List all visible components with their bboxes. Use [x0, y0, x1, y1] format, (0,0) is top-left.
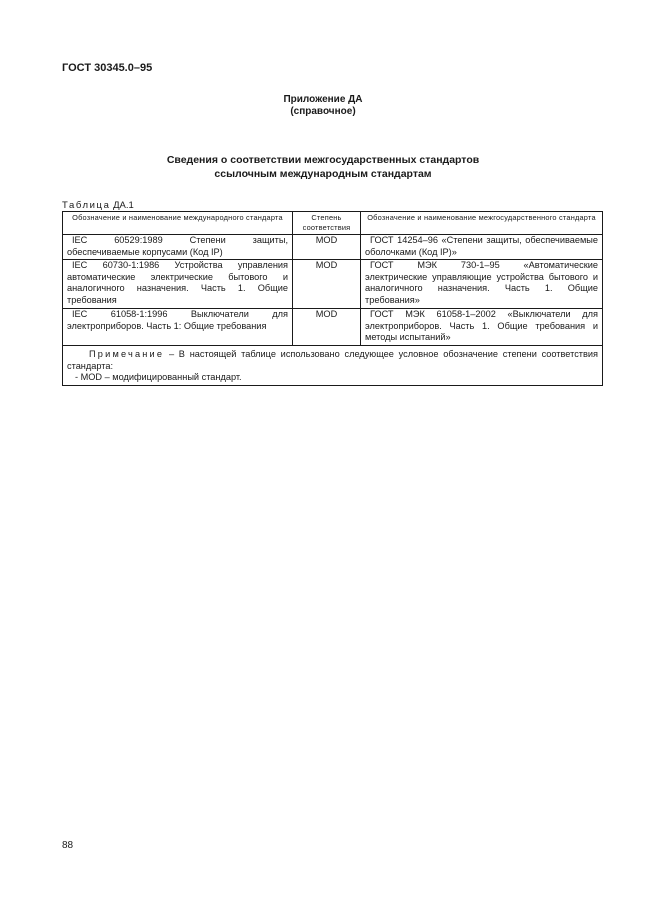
note-text [67, 349, 598, 372]
table-note-row [63, 346, 603, 386]
table-row [63, 235, 603, 260]
section-heading-line-1: Сведения о соответствии межгосударственных стандартов [166, 154, 480, 166]
column-header-international: Обозначение и наименование международного стандарта [63, 212, 293, 235]
note-label: Примечание [89, 349, 165, 360]
appendix-status: (справочное) [290, 106, 356, 117]
cell-interstate-standard: ГОСТ МЭК 730-1–95 «Автоматические электрические управляющие устройства бытового и аналогичного назначения. Часть 1. Общие требования» [361, 260, 603, 309]
standards-table [62, 211, 603, 386]
column-header-degree: Степень соответствия [293, 212, 361, 235]
table-note [63, 346, 603, 386]
cell-international-standard: IEC 60529:1989 Степени защиты, обеспечиваемые корпусами (Код IP) [63, 235, 293, 260]
note-item: - MOD – модифицированный стандарт. [75, 372, 242, 383]
table-row [63, 260, 603, 309]
note-body: – В настоящей таблице использовано следующее условное обозначение степени соответствия стандарта: [67, 349, 598, 371]
column-header-interstate: Обозначение и наименование межгосударственного стандарта [361, 212, 603, 235]
table-caption [62, 200, 134, 211]
appendix-title: Приложение ДА [283, 94, 363, 105]
cell-international-standard: IEC 61058-1:1996 Выключатели для электроприборов. Часть 1: Общие требования [63, 309, 293, 346]
table-caption-label: Таблица [62, 200, 111, 211]
cell-interstate-standard: ГОСТ МЭК 61058-1–2002 «Выключатели для электроприборов. Часть 1. Общие требования и методы испытаний» [361, 309, 603, 346]
cell-interstate-standard: ГОСТ 14254–96 «Степени защиты, обеспечиваемые оболочками (Код IP)» [361, 235, 603, 260]
cell-degree: MOD [293, 235, 361, 260]
section-heading-line-2: ссылочным международным стандартам [214, 168, 432, 180]
page-number: 88 [62, 840, 74, 851]
cell-degree: MOD [293, 309, 361, 346]
table-header-row [63, 212, 603, 235]
cell-degree: MOD [293, 260, 361, 309]
table-caption-id: ДА.1 [110, 200, 134, 211]
cell-international-standard: IEC 60730-1:1986 Устройства управления автоматические электрические бытового и аналогичного назначения. Часть 1. Общие требования [63, 260, 293, 309]
document-code: ГОСТ 30345.0–95 [62, 62, 153, 74]
table-row [63, 309, 603, 346]
